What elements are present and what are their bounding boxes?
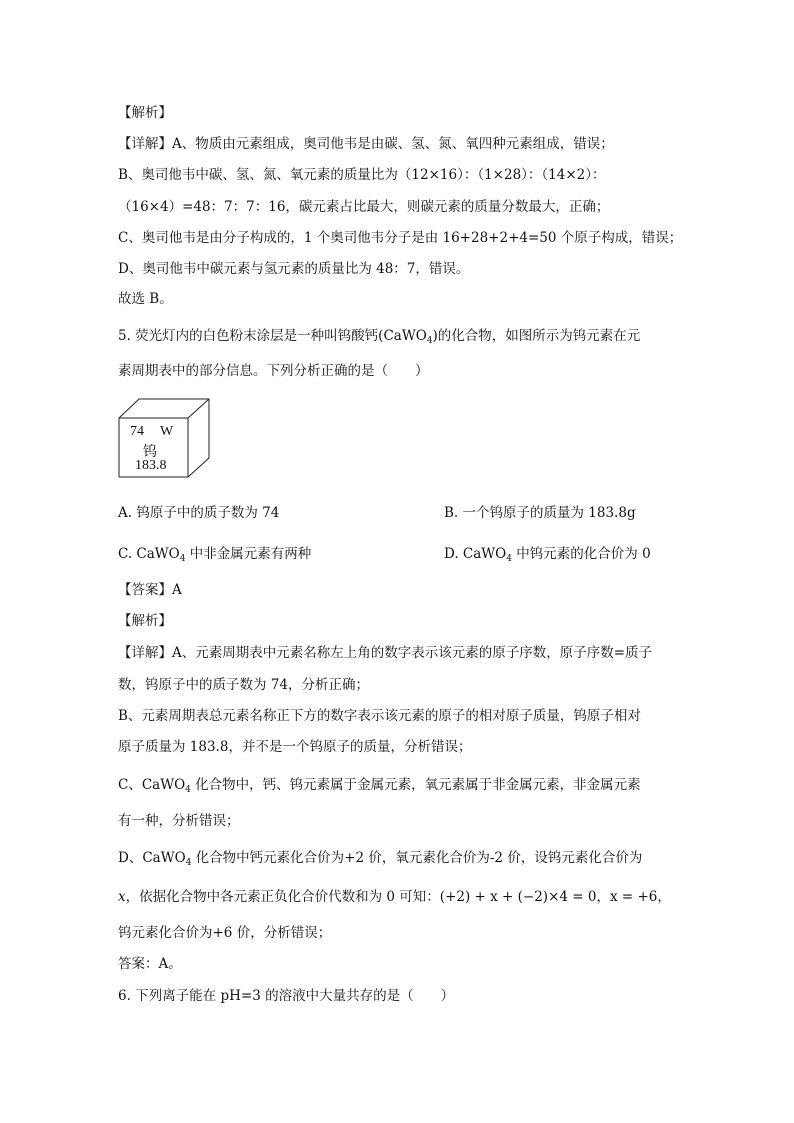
q5-stem-text-b: )的化合物，如图所示为钨元素在元 xyxy=(432,328,641,344)
q5-detail-d-sub: 4 xyxy=(185,858,192,868)
conclusion: 故选 B。 xyxy=(118,291,173,307)
q5-detail-c-line1 xyxy=(118,776,641,799)
q5-detail-d-post: 化合物中钙元素化合价为+2 价，氧元素化合价为-2 价，设钨元素化合价为 xyxy=(191,850,643,866)
q5-option-c-post: 中非金属元素有两种 xyxy=(185,546,312,562)
q5-option-d-post: 中钨元素的化合价为 0 xyxy=(511,546,651,562)
q5-detail-b-line1: B、元素周期表总元素名称正下方的数字表示该元素的原子的相对原子质量，钨原子相对 xyxy=(118,708,641,724)
q5-detail-c-sub: 4 xyxy=(185,785,191,795)
q5-option-c xyxy=(118,545,311,568)
element-name: 钨 xyxy=(143,445,157,460)
q5-detail-c-line2: 有一种，分析错误； xyxy=(118,813,240,829)
q5-stem-line2: 素周期表中的部分信息。下列分析正确的是（ ） xyxy=(118,363,429,379)
q5-detail-d-line2 xyxy=(118,888,671,906)
q5-stem-line1 xyxy=(118,327,640,350)
q5-option-d-sub: 4 xyxy=(506,554,512,564)
q5-detail-a-line1: 【详解】A、元素周期表中元素名称左上角的数字表示该元素的原子序数，原子序数=质子 xyxy=(118,645,653,661)
q5-option-d xyxy=(444,545,651,568)
q5-option-c-sub: 4 xyxy=(179,554,186,564)
q5-detail-d-line3: 钨元素化合价为+6 价，分析错误； xyxy=(118,925,332,941)
valence-result: x = +6 xyxy=(609,889,658,905)
detail-b-line2: （16×4）=48：7：7：16，碳元素占比最大，则碳元素的质量分数最大，正确； xyxy=(118,199,610,215)
detail-a: 【详解】A、物质由元素组成，奥司他韦是由碳、氢、氮、氧四种元素组成，错误； xyxy=(118,136,614,152)
atomic-number: 74 xyxy=(130,424,144,439)
q5-detail-d-end: ， xyxy=(657,889,671,905)
q5-detail-d-sep: ， xyxy=(596,889,610,905)
element-cell-figure xyxy=(118,398,210,478)
variable-x: x xyxy=(118,889,126,905)
detail-c: C、奥司他韦是由分子构成的，1 个奥司他韦分子是由 16+28+2+4=50 个原子构成，错误； xyxy=(118,230,683,246)
element-symbol: W xyxy=(160,424,174,439)
q5-stem-text-a: 5. 荧光灯内的白色粉末涂层是一种叫钨酸钙(CaWO xyxy=(118,328,427,344)
valence-equation: (+2) + x + (−2)×4 = 0 xyxy=(439,889,597,905)
detail-d: D、奥司他韦中碳元素与氢元素的质量比为 48：7，错误。 xyxy=(118,261,470,277)
q5-option-d-pre: D. CaWO xyxy=(444,546,507,562)
q5-option-a: A. 钨原子中的质子数为 74 xyxy=(118,505,280,521)
q5-stem-sub: 4 xyxy=(426,336,433,346)
q5-detail-d-line1 xyxy=(118,849,642,872)
q5-detail-a-line2: 数，钨原子中的质子数为 74，分析正确； xyxy=(118,677,369,693)
q5-option-c-pre: C. CaWO xyxy=(118,546,180,562)
atomic-mass: 183.8 xyxy=(135,458,167,473)
q5-option-b: B. 一个钨原子的质量为 183.8g xyxy=(444,505,636,521)
q6-stem: 6. 下列离子能在 pH=3 的溶液中大量共存的是（ ） xyxy=(118,988,455,1004)
q5-analysis-header: 【解析】 xyxy=(118,613,172,629)
q5-detail-d-text: ，依据化合物中各元素正负化合价代数和为 0 可知： xyxy=(125,889,440,905)
detail-b-line1: B、奥司他韦中碳、氢、氮、氧元素的质量比为（12×16）：（1×28）：（14×2）： xyxy=(118,167,606,183)
q5-detail-d-pre: D、CaWO xyxy=(118,850,186,866)
q5-detail-c-pre: C、CaWO xyxy=(118,777,186,793)
analysis-header: 【解析】 xyxy=(118,105,172,121)
q5-detail-c-post: 化合物中，钙、钨元素属于金属元素，氧元素属于非金属元素，非金属元素 xyxy=(190,777,641,793)
q5-answer: 【答案】A xyxy=(118,582,182,598)
q5-final-answer: 答案：A。 xyxy=(118,956,182,972)
q5-detail-b-line2: 原子质量为 183.8，并不是一个钨原子的质量，分析错误； xyxy=(118,739,472,755)
